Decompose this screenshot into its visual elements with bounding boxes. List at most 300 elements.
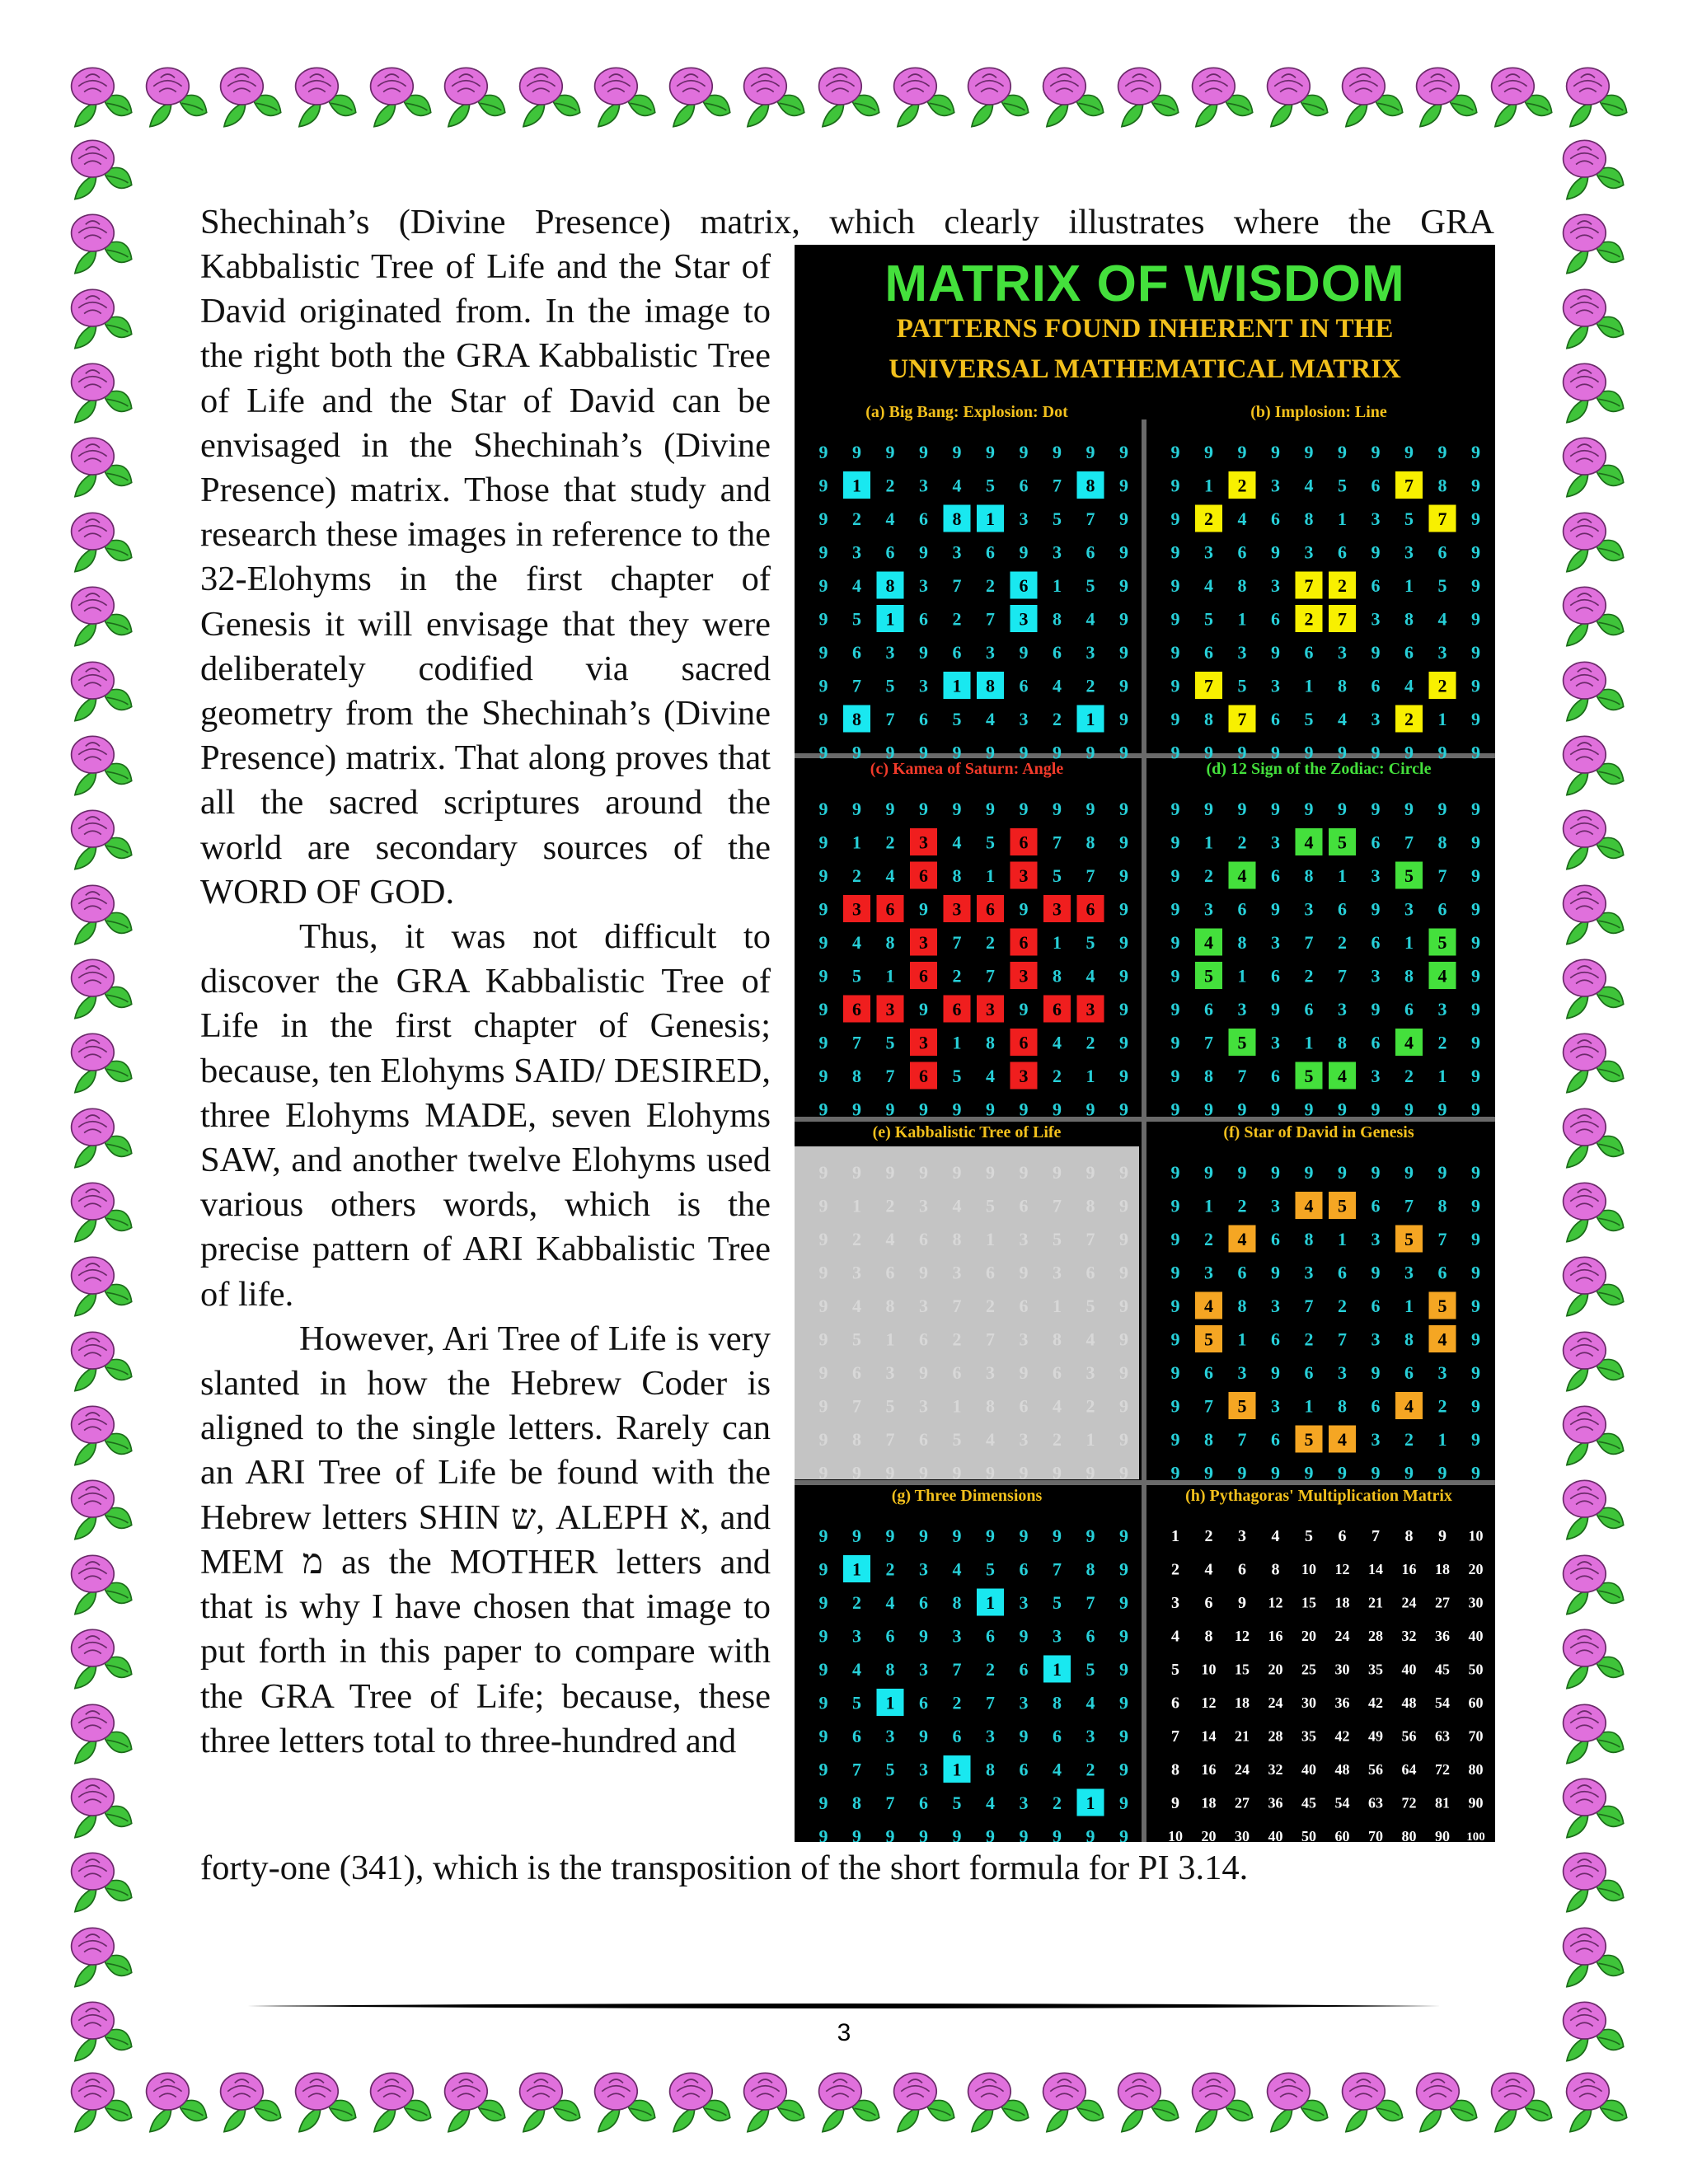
matrix-digit: 9 [818,1262,828,1283]
matrix-digit: 9 [1170,1161,1180,1183]
matrix-digit: 9 [986,1462,995,1479]
matrix-digit: 36 [1435,1627,1450,1644]
matrix-digit: 6 [1085,1262,1095,1283]
matrix-digit: 9 [1119,898,1128,920]
matrix-digit: 9 [1371,898,1381,920]
matrix-digit: 7 [1053,1558,1062,1580]
matrix-digit: 3 [1338,1361,1347,1383]
matrix-digit: 54 [1435,1694,1450,1711]
matrix-digit: 9 [1170,931,1180,953]
matrix-digit: 9 [852,742,861,759]
matrix-digit: 3 [1019,1428,1029,1450]
matrix-digit: 8 [852,1428,861,1450]
matrix-digit: 9 [818,641,828,663]
page-number: 3 [837,2019,851,2046]
matrix-digit: 3 [1019,708,1029,729]
rose-icon [588,2064,659,2135]
matrix-digit: 9 [1338,1161,1347,1183]
rose-icon [64,1398,135,1469]
matrix-digit: 8 [1237,931,1247,953]
matrix-digit: 4 [1053,675,1062,696]
matrix-digit: 2 [852,1228,861,1249]
matrix-digit: 9 [1170,675,1180,696]
matrix-digit: 6 [952,998,962,1019]
matrix-digit: 6 [1338,541,1347,563]
matrix-digit: 9 [919,742,928,759]
matrix-digit: 9 [919,998,928,1019]
matrix-digit: 9 [1170,1099,1180,1116]
rose-icon [1111,59,1182,130]
matrix-digit: 4 [852,1295,861,1316]
rose-icon [64,1919,135,1990]
matrix-digit: 5 [986,475,995,496]
matrix-digit: 9 [1019,1725,1029,1746]
matrix-digit: 1 [952,1759,962,1780]
matrix-digit: 9 [1471,1462,1480,1479]
matrix-digit: 9 [1019,1825,1029,1843]
matrix-digit: 5 [952,1792,962,1813]
matrix-digit: 9 [1053,1825,1062,1843]
matrix-digit: 1 [885,1692,895,1713]
matrix-digit: 9 [1119,1525,1128,1546]
matrix-digit: 7 [1304,931,1314,953]
matrix-digit: 6 [852,1725,861,1746]
matrix-digit: 9 [1238,1594,1246,1613]
matrix-digit: 3 [1371,1228,1381,1249]
matrix-digit: 2 [986,931,995,953]
matrix-digit: 9 [1170,798,1180,819]
matrix-digit: 5 [1304,1065,1314,1086]
paragraph-first-line: Shechinah’s (Divine Presence) matrix, which clearly illustrates where the GRA [200,203,1494,241]
matrix-digit: 4 [1053,1395,1062,1417]
matrix-digit: 4 [952,1558,962,1580]
rose-icon [1556,654,1627,724]
matrix-digit: 2 [1404,1065,1414,1086]
matrix-digit: 3 [1404,1262,1414,1283]
matrix-digit: 18 [1235,1694,1250,1711]
matrix-digit: 45 [1435,1661,1450,1678]
matrix-digit: 7 [885,1065,895,1086]
floral-border-right [1556,132,1630,2064]
matrix-digit: 9 [1371,798,1381,819]
matrix-digit: 3 [1304,898,1314,920]
matrix-digit: 6 [919,708,928,729]
matrix-digit: 9 [1119,541,1128,563]
matrix-digit: 6 [1404,641,1414,663]
matrix-digit: 9 [1019,1361,1029,1383]
matrix-digit: 2 [1338,1295,1347,1316]
rose-icon [1556,1472,1627,1543]
matrix-digit: 9 [1085,1462,1095,1479]
matrix-digit: 9 [1271,1099,1280,1116]
matrix-digit: 56 [1401,1727,1417,1745]
matrix-digit: 2 [1237,475,1247,496]
matrix-digit: 9 [1119,998,1128,1019]
matrix-digit: 9 [1019,641,1029,663]
matrix-digit: 6 [1019,1195,1029,1216]
matrix-digit: 48 [1334,1760,1350,1778]
matrix-digit: 18 [1201,1794,1217,1811]
matrix-digit: 9 [885,1161,895,1183]
matrix-digit: 9 [1471,1065,1480,1086]
matrix-digit: 27 [1235,1794,1250,1811]
rose-icon [64,1472,135,1543]
matrix-digit: 9 [919,798,928,819]
matrix-digit: 1 [952,1395,962,1417]
matrix-digit: 5 [952,1428,962,1450]
rose-icon [64,1770,135,1841]
matrix-digit: 9 [919,1262,928,1283]
matrix-digit: 8 [952,1591,962,1613]
matrix-digit: 81 [1435,1794,1450,1811]
matrix-digit: 9 [1437,742,1447,759]
matrix-digit: 9 [1119,1395,1128,1417]
matrix-digit: 8 [1204,1428,1213,1450]
rose-icon [64,355,135,426]
matrix-digit: 8 [986,1032,995,1053]
matrix-digit: 10 [1468,1527,1484,1544]
rose-icon [64,1249,135,1319]
matrix-digit: 1 [1204,475,1213,496]
matrix-digit: 6 [1371,931,1381,953]
matrix-digit: 9 [919,1462,928,1479]
matrix-grid [795,758,1139,1116]
matrix-digit: 8 [1237,1295,1247,1316]
matrix-digit: 2 [1404,708,1414,729]
matrix-digit: 7 [1404,1195,1414,1216]
matrix-digit: 9 [1271,742,1280,759]
matrix-digit: 9 [818,1329,828,1350]
matrix-digit: 9 [1338,798,1347,819]
matrix-digit: 72 [1401,1794,1417,1811]
matrix-digit: 5 [1237,1395,1247,1417]
matrix-digit: 18 [1435,1560,1450,1577]
rose-icon [1036,59,1107,130]
matrix-digit: 2 [1237,832,1247,853]
panel-big-bang [795,401,1139,759]
matrix-digit: 90 [1468,1794,1484,1811]
matrix-digit: 9 [1119,1591,1128,1613]
matrix-digit: 2 [986,1658,995,1680]
matrix-digit: 8 [1053,1692,1062,1713]
matrix-digit: 9 [1371,998,1381,1019]
rose-icon [1556,1696,1627,1767]
matrix-digit: 4 [986,708,995,729]
matrix-digit: 3 [852,1625,861,1647]
matrix-digit: 9 [919,1625,928,1647]
matrix-digit: 3 [986,1725,995,1746]
matrix-digit: 4 [1437,1329,1447,1350]
rose-icon [64,1100,135,1171]
matrix-digit: 7 [1204,1032,1213,1053]
matrix-digit: 9 [818,1065,828,1086]
matrix-digit: 9 [818,608,828,630]
matrix-digit: 9 [1304,1099,1314,1116]
matrix-digit: 9 [1271,641,1280,663]
matrix-digit: 3 [1437,641,1447,663]
matrix-digit: 9 [1304,1161,1314,1183]
matrix-digit: 7 [1204,675,1213,696]
matrix-digit: 3 [1304,541,1314,563]
matrix-digit: 8 [1404,965,1414,987]
matrix-digit: 9 [952,441,962,462]
matrix-digit: 4 [852,574,861,596]
matrix-digit: 1 [1437,708,1447,729]
panel-zodiac [1146,758,1491,1116]
rose-icon [64,429,135,500]
matrix-digit: 7 [1204,1395,1213,1417]
matrix-digit: 4 [1085,608,1095,630]
matrix-digit: 4 [1053,1759,1062,1780]
matrix-digit: 7 [1085,508,1095,529]
matrix-grid [1146,1485,1491,1842]
matrix-digit: 8 [1085,832,1095,853]
matrix-digit: 9 [1170,742,1180,759]
matrix-digit: 9 [1404,798,1414,819]
matrix-digit: 9 [818,475,828,496]
matrix-digit: 7 [1085,1228,1095,1249]
rose-icon [139,2064,210,2135]
matrix-digit: 2 [1304,1329,1314,1350]
matrix-digit: 9 [1471,675,1480,696]
matrix-digit: 6 [952,1725,962,1746]
rose-icon [64,1621,135,1692]
matrix-digit: 7 [986,608,995,630]
matrix-digit: 2 [1338,931,1347,953]
matrix-digit: 3 [1204,1262,1213,1283]
rose-icon [64,1696,135,1767]
matrix-digit: 1 [1085,1065,1095,1086]
rose-icon [1409,2064,1480,2135]
matrix-digit: 16 [1268,1627,1283,1644]
matrix-digit: 6 [1019,1558,1029,1580]
matrix-digit: 8 [1053,608,1062,630]
matrix-digit: 3 [1371,1329,1381,1350]
matrix-digit: 6 [952,641,962,663]
matrix-digit: 7 [1053,475,1062,496]
matrix-digit: 7 [1304,1295,1314,1316]
paragraph-1: Kabbalistic Tree of Life and the Star of David originated from. In the image to the right both the GRA Kabbalistic Tree of Life and the Star of David can be envisaged in the Shechinah’s (Divine Presence) matrix. Those that study and research these images in reference to the 32-Elohyms in the first chapter of Genesis it will envisage that they were deliberately codified via sacred geometry from the Shechinah’s (Divine Presence) matrix. That along proves that all the sacred scriptures around the world are secondary sources of the WORD OF GOD. [200,247,771,912]
matrix-digit: 15 [1235,1661,1250,1678]
rose-icon [64,728,135,799]
matrix-digit: 9 [1204,441,1213,462]
matrix-digit: 4 [1237,865,1247,886]
matrix-digit: 4 [1204,1560,1213,1579]
matrix-digit: 9 [919,1525,928,1546]
matrix-digit: 3 [1404,541,1414,563]
matrix-digit: 9 [852,1099,861,1116]
matrix-digit: 9 [952,742,962,759]
matrix-digit: 3 [1271,1032,1280,1053]
matrix-digit: 9 [885,742,895,759]
matrix-digit: 40 [1468,1627,1484,1644]
panel-three-dimensions [795,1485,1139,1842]
matrix-digit: 5 [1237,675,1247,696]
matrix-digit: 9 [1471,475,1480,496]
matrix-digit: 12 [1334,1560,1350,1577]
matrix-digit: 8 [1437,1195,1447,1216]
matrix-digit: 6 [1204,1361,1213,1383]
matrix-digit: 3 [1371,965,1381,987]
matrix-digit: 9 [1085,1825,1095,1843]
matrix-digit: 5 [885,1395,895,1417]
matrix-digit: 30 [1334,1661,1350,1678]
matrix-digit: 9 [1170,1361,1180,1383]
matrix-digit: 1 [1204,832,1213,853]
matrix-digit: 3 [952,1625,962,1647]
matrix-digit: 9 [1471,931,1480,953]
matrix-digit: 8 [1237,574,1247,596]
matrix-digit: 9 [1019,1161,1029,1183]
matrix-digit: 4 [1053,1032,1062,1053]
matrix-digit: 4 [885,1228,895,1249]
matrix-digit: 21 [1368,1594,1383,1611]
matrix-digit: 8 [1085,1558,1095,1580]
matrix-digit: 8 [852,1792,861,1813]
matrix-digit: 8 [885,1295,895,1316]
matrix-digit: 9 [1437,441,1447,462]
matrix-digit: 9 [818,1295,828,1316]
matrix-digit: 9 [1170,441,1180,462]
matrix-digit: 1 [852,1195,861,1216]
matrix-digit: 9 [1404,1462,1414,1479]
matrix-digit: 9 [852,441,861,462]
matrix-digit: 7 [1171,1727,1179,1746]
matrix-digit: 36 [1334,1694,1350,1711]
matrix-digit: 9 [1371,1099,1381,1116]
rose-icon [1111,2064,1182,2135]
matrix-digit: 30 [1468,1594,1484,1611]
matrix-digit: 3 [1085,1725,1095,1746]
matrix-digit: 9 [1338,441,1347,462]
matrix-digit: 9 [1019,998,1029,1019]
matrix-digit: 2 [952,608,962,630]
matrix-digit: 2 [852,1591,861,1613]
matrix-digit: 9 [1471,508,1480,529]
matrix-digit: 9 [1437,1462,1447,1479]
matrix-digit: 50 [1301,1827,1316,1843]
matrix-digit: 9 [818,965,828,987]
matrix-digit: 6 [1019,475,1029,496]
matrix-digit: 4 [1085,1692,1095,1713]
matrix-digit: 4 [1338,708,1347,729]
rose-icon [1556,728,1627,799]
matrix-digit: 3 [1371,865,1381,886]
matrix-digit: 9 [1085,798,1095,819]
matrix-digit: 4 [1404,675,1414,696]
matrix-digit: 6 [919,1329,928,1350]
matrix-digit: 5 [986,832,995,853]
matrix-digit: 8 [1085,1195,1095,1216]
matrix-digit: 9 [852,798,861,819]
matrix-digit: 9 [818,1725,828,1746]
figure-subtitle-2: UNIVERSAL MATHEMATICAL MATRIX [889,354,1401,384]
matrix-digit: 9 [1170,1228,1180,1249]
matrix-digit: 6 [1085,541,1095,563]
matrix-digit: 9 [919,441,928,462]
rose-icon [1556,1994,1627,2064]
matrix-digit: 5 [852,608,861,630]
matrix-digit: 5 [1085,1295,1095,1316]
matrix-digit: 9 [986,1099,995,1116]
matrix-digit: 25 [1301,1661,1316,1678]
rose-icon [1556,1547,1627,1618]
matrix-digit: 9 [1471,1099,1480,1116]
matrix-digit: 2 [986,1295,995,1316]
rose-icon [737,59,808,130]
rose-icon [363,59,434,130]
matrix-digit: 9 [818,742,828,759]
matrix-digit: 32 [1401,1627,1417,1644]
matrix-digit: 6 [1371,1195,1381,1216]
matrix-digit: 5 [1237,1032,1247,1053]
matrix-digit: 8 [852,1065,861,1086]
matrix-digit: 3 [919,675,928,696]
matrix-digit: 9 [1471,1262,1480,1283]
rose-icon [1556,1621,1627,1692]
matrix-digit: 5 [1404,865,1414,886]
matrix-digit: 5 [1437,931,1447,953]
matrix-digit: 9 [1471,1295,1480,1316]
matrix-digit: 9 [1019,798,1029,819]
matrix-digit: 8 [1304,865,1314,886]
matrix-digit: 6 [1204,1594,1213,1613]
rose-icon [1556,579,1627,649]
rose-icon [1484,2064,1555,2135]
matrix-digit: 9 [1170,1395,1180,1417]
matrix-digit: 1 [1237,1329,1247,1350]
matrix-digit: 9 [818,898,828,920]
matrix-digit: 9 [1170,1262,1180,1283]
matrix-digit: 12 [1201,1694,1217,1711]
matrix-digit: 2 [1053,708,1062,729]
matrix-digit: 6 [1371,475,1381,496]
matrix-digit: 6 [1437,1262,1447,1283]
rose-icon [1556,1025,1627,1096]
matrix-digit: 5 [1404,508,1414,529]
matrix-digit: 9 [1119,1099,1128,1116]
matrix-digit: 3 [1019,1692,1029,1713]
rose-icon [1556,1919,1627,1990]
matrix-digit: 2 [1053,1428,1062,1450]
matrix-digit: 6 [919,965,928,987]
matrix-digit: 1 [1053,931,1062,953]
matrix-digit: 2 [885,1558,895,1580]
matrix-digit: 3 [1019,965,1029,987]
rose-icon [1260,2064,1331,2135]
matrix-digit: 3 [1271,832,1280,853]
matrix-digit: 7 [952,574,962,596]
matrix-digit: 5 [1338,475,1347,496]
matrix-digit: 1 [952,675,962,696]
matrix-digit: 7 [852,675,861,696]
matrix-digit: 9 [1119,475,1128,496]
matrix-digit: 3 [1271,931,1280,953]
matrix-digit: 9 [1471,1395,1480,1417]
matrix-digit: 4 [1338,1428,1347,1450]
matrix-digit: 1 [885,1329,895,1350]
matrix-digit: 9 [885,1099,895,1116]
rose-icon [1556,802,1627,873]
matrix-digit: 4 [1437,965,1447,987]
matrix-digit: 9 [818,798,828,819]
matrix-digit: 15 [1301,1594,1316,1611]
matrix-digit: 9 [1304,742,1314,759]
matrix-digit: 5 [952,1065,962,1086]
matrix-digit: 9 [1170,475,1180,496]
rose-icon [513,59,584,130]
matrix-digit: 6 [1204,641,1213,663]
